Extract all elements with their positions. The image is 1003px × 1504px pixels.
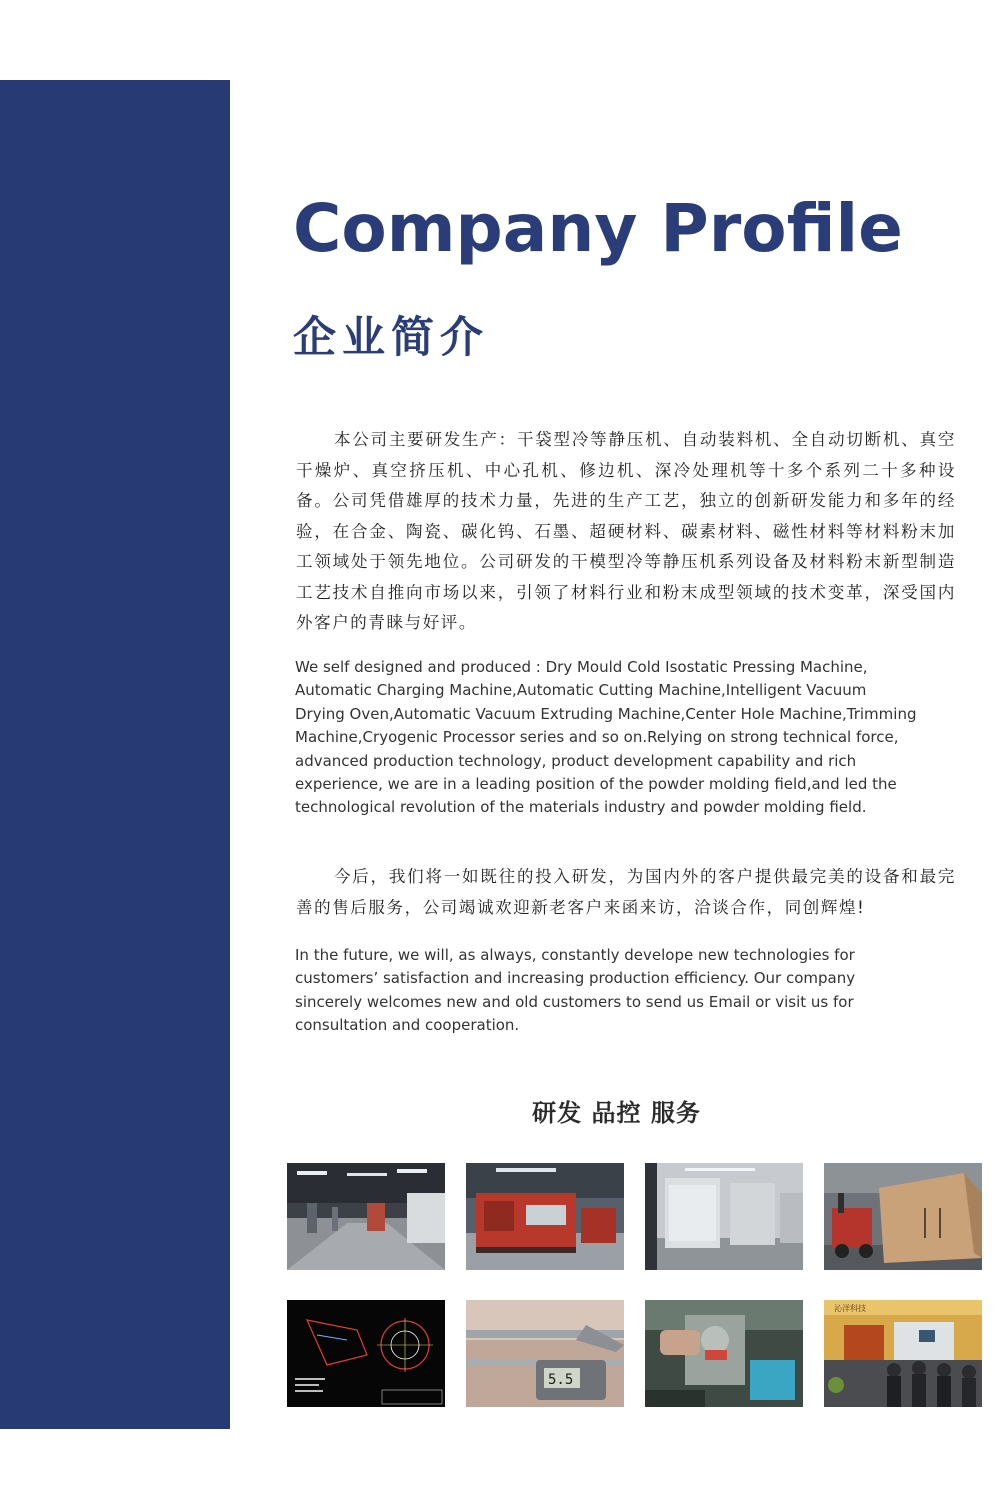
intro-paragraph-chinese: 本公司主要研发生产：干袋型冷等静压机、自动装料机、全自动切断机、真空干燥炉、真空挤压机、中心孔机、修边机、深冷处理机等十多个系列二十多种设备。公司凭借雄厚的技术力量，先进的生产工艺，独立的创新研发能力和多年的经验，在合金、陶瓷、碳化钨、石墨、超硬材料、碳素材料、磁性材料等材料粉末加工领域处于领先地位。公司研发的干模型冷等静压机系列设备及材料粉末新型制造工艺技术自推向市场以来，引领了材料行业和粉末成型领域的技术变革，深受国内外客户的青睐与好评。: [296, 430, 956, 632]
intro-english-line: technological revolution of the materials industry and powder molding field.: [295, 798, 867, 817]
future-english-line: In the future, we will, as always, constantly develope new technologies for: [295, 946, 855, 964]
future-english-line: customers’ satisfaction and increasing production efficiency. Our company: [295, 969, 856, 988]
section-heading-rd-qc-service: 研发 品控 服务: [532, 1099, 701, 1127]
intro-english-line: We self designed and produced : Dry Mould Cold Isostatic Pressing Machine,: [295, 658, 868, 676]
intro-paragraph-english: [295, 656, 985, 820]
future-english-line: sincerely welcomes new and old customers to send us Email or visit us for: [295, 992, 854, 1011]
intro-english-line: experience, we are in a leading position of the powder molding field,and led the: [295, 775, 897, 794]
booth-sign: 沁洋科技: [834, 1304, 866, 1313]
intro-english-line: advanced production technology, product development capability and rich: [295, 751, 857, 770]
future-paragraph-chinese: 今后，我们将一如既往的投入研发，为国内外的客户提供最完美的设备和最完善的售后服务，公司竭诚欢迎新老客户来函来访，洽谈合作，同创辉煌!: [296, 867, 956, 917]
crate-forklift-photo: [824, 1163, 982, 1270]
covered-equipment-photo: [645, 1163, 803, 1270]
machining-photo: [645, 1300, 803, 1407]
page-title-chinese: 企业简介: [293, 313, 489, 363]
future-paragraph-english: [295, 944, 945, 1038]
caliper-measurement-photo: [466, 1300, 624, 1407]
intro-english-line: Machine,Cryogenic Processor series and so on.Relying on strong technical force,: [295, 728, 899, 747]
intro-english-line: Drying Oven,Automatic Vacuum Extruding Machine,Center Hole Machine,Trimming: [295, 704, 917, 723]
page-title-english: Company Profile: [293, 190, 903, 267]
exhibition-booth-photo: [824, 1300, 982, 1407]
side-color-band: [0, 80, 230, 1429]
caliper-reading: 5.5: [548, 1372, 574, 1388]
red-machine-photo: [466, 1163, 624, 1270]
factory-hall-photo: [287, 1163, 445, 1270]
photo-grid: [287, 1163, 982, 1408]
cad-drawing-photo: [287, 1300, 445, 1407]
intro-english-line: Automatic Charging Machine,Automatic Cutting Machine,Intelligent Vacuum: [295, 681, 867, 700]
future-english-line: consultation and cooperation.: [295, 1016, 520, 1035]
